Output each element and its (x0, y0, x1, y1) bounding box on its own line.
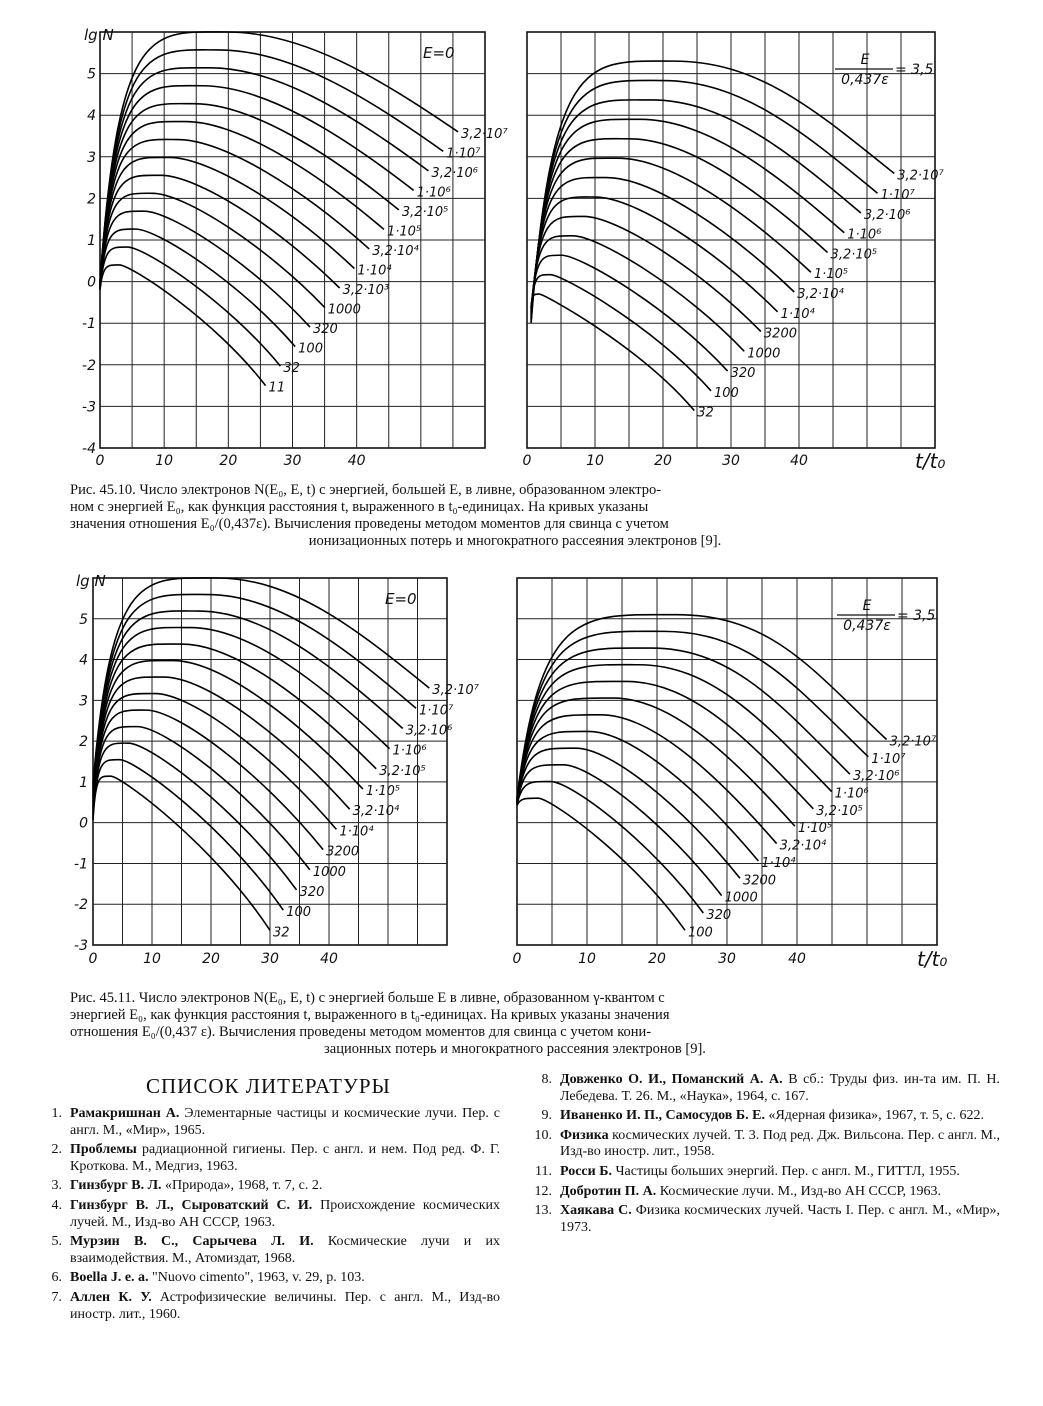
x-tick-label: 10 (143, 951, 161, 967)
curve-label: 3,2·10⁵ (816, 803, 863, 819)
curve-label: 1·10⁶ (834, 786, 869, 802)
shower-curve (531, 158, 811, 316)
curve-label: 3,2·10⁴ (797, 287, 844, 302)
reference-text: Астрофизические величины. Пер. с англ. М., Изд-во иностр. лит., 1960. (70, 1289, 500, 1322)
x-tick-label: 10 (155, 453, 174, 469)
x-tick-label: 0 (95, 453, 105, 469)
x-tick-label: 10 (578, 951, 596, 967)
y-tick-label: -4 (82, 441, 96, 457)
curve-label: 320 (299, 884, 325, 900)
shower-curve (93, 578, 429, 784)
x-tick-label: 40 (790, 453, 808, 469)
shower-curve (100, 175, 340, 288)
x-tick-label: 10 (586, 453, 604, 469)
reference-author: Мурзин В. С., Сарычева Л. И. (70, 1234, 314, 1250)
y-tick-label: -3 (74, 938, 88, 954)
shower-curve (93, 743, 297, 890)
curve-label: 11 (268, 380, 286, 396)
axes-labels (74, 572, 947, 971)
caption-line: Рис. 45.11. Число электронов N(E₀, E, t) с энергией больше E в ливне, образованном γ-квантом с (70, 990, 665, 1006)
y-tick-label: 3 (79, 693, 88, 710)
caption-line: ном с энергией E₀, как функция расстояния t, выраженного в t₀-единицах. На кривых указаны (70, 499, 649, 515)
figure-45-11-caption (70, 990, 960, 1058)
x-tick-label: 30 (718, 951, 736, 967)
curve-label: 1·10⁴ (339, 824, 374, 840)
shower-curve (100, 122, 384, 285)
shower-curve (517, 748, 740, 878)
reference-number: 3. (51, 1178, 62, 1194)
caption-line: Рис. 45.10. Число электронов N(E₀, E, t) с энергией, большей E, в ливне, образованном электро- (70, 482, 662, 498)
reference-text: Происхождение космических лучей. М., Изд-во АН СССР, 1963. (70, 1197, 501, 1230)
reference-item (40, 1178, 500, 1195)
y-tick-label: -2 (74, 897, 88, 914)
reference-author: Иваненко И. П., Самосудов Б. Е. (560, 1108, 765, 1124)
reference-text: Физика космических лучей. Часть I. Пер. с англ. М., «Мир», 1973. (560, 1203, 1000, 1235)
reference-author: Добротин П. А. (560, 1183, 657, 1199)
curve-label: 3,2·10⁵ (401, 204, 449, 220)
reference-text: Элементарные частицы и космические лучи. Пер. с англ. М., «Мир», 1965. (70, 1106, 501, 1138)
y-tick-label: 1 (79, 774, 88, 791)
x-tick-label: 0 (512, 951, 522, 967)
x-tick-label: 30 (283, 453, 302, 469)
reference-text: Космические лучи. М., Изд-во АН СССР, 1963. (656, 1183, 942, 1199)
curve-label: 100 (298, 341, 323, 357)
reference-item (40, 1198, 500, 1231)
curve-label: 320 (706, 907, 732, 923)
y-tick-label: 4 (79, 652, 88, 669)
reference-number: 9. (541, 1108, 552, 1124)
x-tick-label: 30 (261, 951, 279, 967)
x-tick-label: 20 (654, 453, 672, 469)
curve-label: 3,2·10⁴ (372, 243, 419, 259)
curve-label: 1·10⁵ (365, 784, 401, 800)
curve-label: 3200 (763, 326, 798, 342)
reference-text: космических лучей. Т. 3. Под ред. Дж. Вильсона. Пер. с англ. М., Изд-во иностр. лит., 1958. (560, 1127, 1000, 1160)
reference-author: Довженко О. И., Поманский А. А. (560, 1072, 783, 1087)
reference-item (530, 1072, 1000, 1105)
reference-author: Проблемы (70, 1142, 137, 1158)
curve-label: 3,2·10⁷ (461, 126, 508, 142)
shower-curve (531, 236, 744, 351)
curve-label: 3,2·10⁷ (889, 734, 937, 750)
curve-label: 3200 (326, 844, 360, 860)
curve-label: 1·10⁷ (419, 703, 454, 719)
curve-label: 32 (283, 361, 300, 377)
curve-label: 1·10⁵ (813, 267, 849, 283)
y-tick-label: 1 (87, 233, 96, 249)
references-right-column (530, 1072, 1000, 1239)
curve-label: 1·10⁶ (847, 227, 882, 243)
reference-author: Гинзбург В. Л. (70, 1178, 162, 1194)
figure-45-10-chart (0, 0, 1043, 470)
y-tick-label: 0 (79, 815, 88, 832)
curve-label: 1000 (747, 346, 781, 362)
y-tick-label: 3 (87, 149, 96, 166)
shower-curve (531, 275, 711, 391)
curve-label: 100 (688, 925, 713, 941)
reference-number: 12. (534, 1183, 552, 1199)
shower-curve (100, 265, 266, 386)
shower-curve (517, 765, 722, 896)
reference-number: 11. (535, 1163, 552, 1179)
shower-curve (531, 294, 694, 410)
curve-label: 1·10⁵ (387, 224, 422, 240)
x-tick-label: 30 (722, 453, 740, 469)
y-tick-label: 2 (87, 191, 96, 208)
x-axis-label: t/t₀ (915, 449, 946, 470)
curve-label: 3,2·10⁶ (852, 769, 900, 785)
x-tick-label: 0 (522, 453, 532, 469)
figure-45-11 (0, 560, 1043, 980)
right-panel (527, 32, 945, 448)
x-tick-label: 20 (202, 951, 220, 967)
reference-item (530, 1128, 1000, 1161)
curve-label: 1000 (724, 890, 758, 906)
x-axis-label: t/t₀ (917, 947, 948, 971)
shower-curve (517, 731, 758, 860)
reference-text: «Ядерная физика», 1967, т. 5, с. 622. (764, 1108, 984, 1124)
curve-label: 32 (273, 925, 290, 941)
reference-item (530, 1184, 1000, 1201)
caption-line: зационных потерь и многократного рассеяния электронов [9]. (324, 1041, 706, 1057)
y-tick-label: 0 (87, 274, 96, 291)
x-tick-label: 40 (788, 951, 806, 967)
reference-author: Росси Б. (560, 1163, 612, 1179)
x-tick-label: 0 (88, 951, 98, 967)
y-tick-label: 5 (79, 611, 88, 628)
curve-label: 1·10⁷ (880, 188, 915, 204)
curve-label: 1·10⁶ (392, 743, 427, 759)
reference-text: радиационной гигиены. Пер. с англ. и нем. Под ред. Ф. Г. Кроткова. М., Медгиз, 1963. (70, 1142, 500, 1174)
reference-number: 6. (51, 1270, 62, 1286)
curve-label: 3,2·10⁶ (431, 165, 478, 181)
curve-label: 3,2·10⁶ (405, 723, 453, 739)
y-tick-label: -1 (82, 316, 96, 333)
caption-line: ионизационных потерь и многократного рассеяния электронов [9]. (308, 533, 722, 549)
reference-text: "Nuovo cimento", 1963, v. 29, p. 103. (148, 1270, 365, 1286)
shower-curve (93, 710, 323, 849)
shower-curve (517, 798, 685, 930)
reference-number: 7. (51, 1289, 62, 1305)
curve-label: 1·10⁵ (797, 821, 833, 837)
reference-author: Boella J. e. a. (70, 1270, 149, 1286)
curve-label: 1·10⁷ (446, 146, 481, 162)
curve-label: 1·10⁴ (761, 855, 796, 871)
references-title: СПИСОК ЛИТЕРАТУРЫ (146, 1074, 391, 1098)
shower-curve (93, 644, 376, 796)
y-tick-label: 2 (79, 734, 88, 751)
left-panel (100, 32, 508, 448)
reference-author: Физика (560, 1127, 609, 1143)
curve-label: 100 (286, 905, 312, 921)
reference-author: Гинзбург В. Л., Сыроватский С. И. (70, 1197, 313, 1213)
curve-label: 3,2·10⁵ (379, 763, 426, 779)
x-tick-label: 40 (347, 453, 366, 469)
y-tick-label: -3 (82, 399, 96, 416)
figure-45-10 (0, 0, 1043, 470)
reference-item (40, 1270, 500, 1287)
reference-item (40, 1106, 500, 1139)
reference-number: 5. (51, 1234, 62, 1250)
shower-curve (100, 193, 325, 307)
reference-text: Космические лучи и их взаимодействия. М., Атомиздат, 1968. (70, 1234, 501, 1266)
ratio-denominator: 0,437ε (843, 618, 891, 634)
reference-author: Аллен К. У. (70, 1289, 152, 1305)
curve-label: 3,2·10⁵ (830, 247, 878, 263)
curve-label: 1·10⁷ (871, 751, 906, 767)
y-axis-label: lg N (76, 572, 106, 590)
reference-text: Частицы больших энергий. Пер. с англ. М., ГИТТЛ, 1955. (611, 1163, 960, 1179)
reference-item (40, 1142, 500, 1175)
curve-label: 3,2·10⁴ (352, 804, 400, 820)
reference-item (530, 1164, 1000, 1181)
curve-label: 1000 (312, 864, 346, 880)
reference-item (530, 1203, 1000, 1236)
ratio-numerator: E (862, 598, 872, 614)
reference-text: В сб.: Труды физ. ин-та им. П. Н. Лебедева. Т. 26. М., «Наука», 1964, с. 167. (560, 1072, 1000, 1104)
shower-curve (531, 80, 877, 321)
curve-label: 3,2·10³ (342, 283, 390, 298)
curve-label: 3,2·10⁶ (863, 207, 911, 223)
reference-number: 13. (534, 1203, 552, 1219)
figure-45-11-chart (0, 560, 1043, 980)
curve-label: 1·10⁶ (416, 185, 451, 201)
x-tick-label: 20 (648, 951, 666, 967)
reference-item (40, 1290, 500, 1323)
ratio-denominator: 0,437ε (841, 72, 889, 88)
y-tick-label: 5 (87, 66, 96, 83)
reference-number: 4. (51, 1197, 62, 1213)
reference-number: 10. (534, 1127, 552, 1143)
reference-number: 1. (51, 1106, 62, 1121)
panel-note: E=0 (385, 590, 417, 608)
shower-curve (517, 648, 850, 800)
reference-author: Хаякава С. (560, 1203, 632, 1219)
y-tick-label: -2 (82, 357, 96, 374)
x-tick-label: 40 (320, 951, 338, 967)
curve-label: 32 (697, 405, 714, 421)
shower-curve (100, 139, 369, 285)
left-panel (93, 578, 480, 945)
curve-label: 3,2·10⁷ (897, 168, 944, 184)
curve-label: 1000 (327, 302, 361, 318)
ratio-value: = 3,5 (897, 608, 936, 624)
curve-label: 100 (713, 385, 739, 401)
ratio-numerator: E (860, 52, 870, 68)
references-left-column (40, 1106, 500, 1326)
x-tick-label: 20 (219, 453, 238, 469)
shower-curve (531, 61, 894, 323)
shower-curve (93, 661, 363, 799)
caption-line: отношения E₀/(0,437 ε). Вычисления проведены методом моментов для свинца с учетом кони- (70, 1024, 652, 1040)
curve-label: 3,2·10⁷ (432, 683, 479, 699)
shower-curve (531, 139, 827, 318)
ratio-value: = 3,5 (895, 62, 934, 78)
caption-line: значения отношения E₀/(0,437ε). Вычисления проведены методом моментов для свинца с учетом (70, 516, 669, 532)
curve-label: 320 (730, 366, 756, 382)
curve-label: 320 (312, 322, 338, 338)
y-tick-label: 4 (87, 108, 96, 125)
curve-label: 3,2·10⁴ (779, 838, 827, 854)
caption-line: энергией E₀, как функция расстояния t, выраженного в t₀-единицах. На кривых указаны значения (70, 1007, 670, 1023)
y-axis-label: lg N (84, 26, 114, 44)
curve-label: 1·10⁴ (780, 306, 815, 322)
reference-author: Рамакришнан А. (70, 1106, 180, 1121)
reference-number: 8. (541, 1072, 552, 1087)
curve-label: 3200 (742, 873, 777, 889)
axes-labels (82, 26, 945, 470)
figure-45-10-caption (70, 482, 960, 550)
reference-item (40, 1234, 500, 1267)
reference-item (530, 1108, 1000, 1125)
shower-curve (100, 247, 280, 366)
curve-label: 1·10⁴ (357, 263, 392, 279)
panel-note: E=0 (423, 44, 455, 62)
reference-number: 2. (51, 1142, 62, 1158)
y-tick-label: -1 (74, 856, 88, 873)
reference-text: «Природа», 1968, т. 7, с. 2. (161, 1178, 323, 1194)
